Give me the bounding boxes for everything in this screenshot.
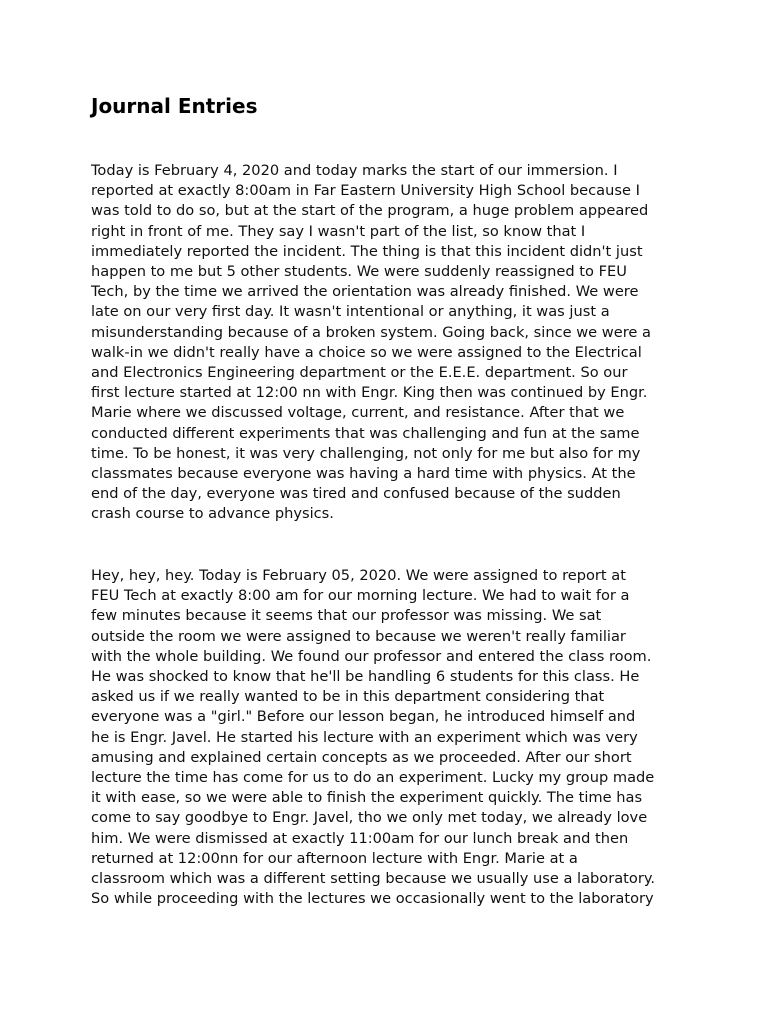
paragraph-line: time. To be honest, it was very challenging, not only for me but also for my <box>91 444 641 462</box>
paragraph-line: amusing and explained certain concepts as we proceeded. After our short <box>91 748 632 766</box>
paragraph-line: end of the day, everyone was tired and confused because of the sudden <box>91 485 621 503</box>
paragraph-line: classroom which was a different setting because we usually use a laboratory. <box>91 870 656 888</box>
paragraph-line: classmates because everyone was having a hard time with physics. At the <box>91 465 636 483</box>
paragraph-line: everyone was a "girl." Before our lesson began, he introduced himself and <box>91 708 636 726</box>
paragraph-line: FEU Tech at exactly 8:00 am for our morning lecture. We had to wait for a <box>91 587 630 605</box>
paragraph-line: right in front of me. They say I wasn't part of the list, so know that I <box>91 222 586 240</box>
paragraph-line: returned at 12:00nn for our afternoon lecture with Engr. Marie at a <box>91 849 578 867</box>
paragraph-line: with the whole building. We found our professor and entered the class room. <box>91 647 652 665</box>
paragraph-line: Today is February 4, 2020 and today marks the start of our immersion. I <box>91 162 618 179</box>
paragraph-line: outside the room we were assigned to because we weren't really familiar <box>91 627 626 645</box>
paragraph-line: Marie where we discussed voltage, current, and resistance. After that we <box>91 404 625 422</box>
paragraph-line: he is Engr. Javel. He started his lecture with an experiment which was very <box>91 728 638 746</box>
paragraph-line: late on our very first day. It wasn't intentional or anything, it was just a <box>91 303 610 321</box>
paragraph-line: He was shocked to know that he'll be handling 6 students for this class. He <box>91 668 640 686</box>
paragraph-line: happen to me but 5 other students. We were suddenly reassigned to FEU <box>91 263 627 281</box>
paragraph-line: lecture the time has come for us to do an experiment. Lucky my group made <box>91 769 655 787</box>
paragraph-line: and Electronics Engineering department or the E.E.E. department. So our <box>91 364 628 382</box>
paragraph-line: first lecture started at 12:00 nn with Engr. King then was continued by Engr. <box>91 384 648 402</box>
paragraph-line: it with ease, so we were able to finish the experiment quickly. The time has <box>91 789 643 807</box>
paragraph-line: reported at exactly 8:00am in Far Eastern University High School because I <box>91 182 640 200</box>
paragraph-line: him. We were dismissed at exactly 11:00am for our lunch break and then <box>91 829 629 847</box>
paragraph-line: come to say goodbye to Engr. Javel, tho we only met today, we already love <box>91 809 648 827</box>
paragraph-line: conducted different experiments that was challenging and fun at the same <box>91 424 640 442</box>
paragraph-line: misunderstanding because of a broken system. Going back, since we were a <box>91 323 651 341</box>
paragraph-line: was told to do so, but at the start of the program, a huge problem appeared <box>91 202 649 220</box>
paragraph-line: asked us if we really wanted to be in this department considering that <box>91 688 605 706</box>
paragraph-line: Hey, hey, hey. Today is February 05, 2020. We were assigned to report at <box>91 567 626 584</box>
paragraph-line: immediately reported the incident. The thing is that this incident didn't just <box>91 242 643 260</box>
page-title: Journal Entries <box>91 94 258 118</box>
journal-entry-paragraph <box>91 161 691 525</box>
paragraph-line: Tech, by the time we arrived the orientation was already finished. We were <box>91 283 639 301</box>
paragraph-line: crash course to advance physics. <box>91 505 334 523</box>
paragraph-line: walk-in we didn't really have a choice so we were assigned to the Electrical <box>91 343 642 361</box>
paragraph-line: So while proceeding with the lectures we occasionally went to the laboratory <box>91 890 654 908</box>
journal-entry-paragraph <box>91 566 691 909</box>
paragraph-line: few minutes because it seems that our professor was missing. We sat <box>91 607 602 625</box>
